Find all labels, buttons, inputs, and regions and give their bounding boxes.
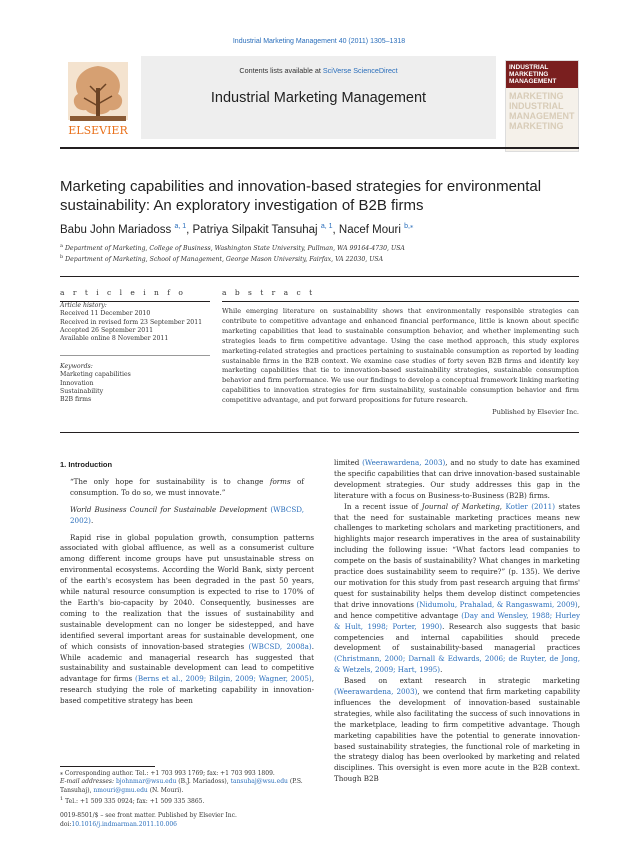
citation-link[interactable]: (Day and Wensley, 1988; Hurley & Hult, 1998; Porter, 1990) [334, 610, 580, 631]
author-name: Nacef Mouri [338, 223, 401, 236]
paragraph: Based on extant research in strategic marketing (Weerawardena, 2003), we contend that firm marketing capability influences the development of innovation-based sustainable strategies, while also facilitating the success of such innovations in the marketplace, leading to firm competitive advantage. Though marketing capabilities have the potential to generate innovation-based sustainability strategies, the functional role of marketing in the strategy dialog has been overlooked by marketing and related disciplines. This oversight is even more acute in the B2B context. Though B2B [334, 676, 580, 784]
author-name: Babu John Mariadoss [60, 223, 172, 236]
divider [60, 276, 579, 277]
history-item: Received 11 December 2010 [60, 310, 151, 318]
body-right-column [334, 458, 580, 785]
author-marks[interactable]: a, 1 [174, 223, 187, 230]
title-line-1: Marketing capabilities and innovation-based strategies for environmental [60, 178, 542, 195]
section-heading: 1. Introduction [60, 460, 113, 469]
affiliation: $^a$ Department of Marketing, College of Business, Washington State University, Pullman, WA 99164-4730, USA [60, 243, 405, 253]
abstract-text: While emerging literature on sustainability shows that environmentally responsible strategies can contribute to competitive advantage and enhanced financial performance, little is known about specific marketing capabilities that lead to sustainable consumption behavior, and whether implementing such strategies leads to firm competitive advantage. Using the case method approach, this study explores marketing-related strategies and practices pertaining to sustainable consumption as reported by leading sustainable firms in the B2B context. We examine case studies of forty seven B2B firms and identify key marketing capabilities that tie to innovation-based sustainability strategies, sustainable consumption behavior and firm performance. We use our findings to develop a conceptual framework linking marketing capabilities to innovation strategies for firm sustainability, sustainable consumption behavior and firm competitive advantage, and put forward propositions for future research. [222, 307, 579, 405]
divider [60, 355, 210, 356]
citation-link[interactable]: (Weerawardena, 2003) [362, 458, 446, 467]
author-name: Patriya Silpakit Tansuhaj [192, 223, 318, 236]
cover-title: INDUSTRIAL MARKETING MANAGEMENT [506, 61, 578, 88]
history-item: Accepted 26 September 2011 [60, 326, 154, 334]
keywords [60, 363, 210, 404]
article-info-heading: a r t i c l e i n f o [60, 288, 186, 297]
email-addresses: E-mail addresses: bjohnmar@wsu.edu (B.J. Mariadoss), tansuhaj@wsu.edu (P.S. Tansuhaj), nmouri@gmu.edu (N. Mouri). [60, 778, 303, 794]
citation-link[interactable]: Kotler (2011) [505, 501, 555, 511]
email-link[interactable]: nmouri@gmu.edu [93, 786, 148, 794]
header-divider [60, 147, 579, 149]
abstract-heading: a b s t r a c t [222, 288, 316, 297]
email-link[interactable]: bjohnmar@wsu.edu [115, 778, 177, 786]
issn-line: 0019-8501/$ – see front matter. Published by Elsevier Inc. [60, 812, 237, 819]
citation-link[interactable]: (Berns et al., 2009; Bilgin, 2009; Wagner, 2005) [135, 674, 312, 684]
history-label: Article history: [60, 302, 107, 309]
footnote-1: $^1$ Tel.: +1 509 335 0924; fax: +1 509 335 3865. [60, 796, 205, 806]
sciverse-link[interactable]: SciVerse ScienceDirect [322, 66, 398, 75]
contents-line [141, 66, 496, 75]
journal-cover-image[interactable] [505, 60, 579, 152]
keyword: Marketing capabilities [60, 371, 131, 379]
journal-reference[interactable]: Industrial Marketing Management 40 (2011) 1305–1318 [232, 38, 406, 45]
email-link[interactable]: tansuhaj@wsu.edu [230, 778, 288, 786]
author-marks[interactable]: a, 1 [320, 223, 333, 230]
cover-word: MARKETING [509, 121, 564, 131]
title-line-2: sustainability: An exploratory investigation of B2B firms [60, 197, 424, 214]
cover-word: MARKETING [509, 91, 564, 101]
front-matter [60, 812, 320, 829]
journal-title[interactable]: Industrial Marketing Management [210, 90, 427, 106]
contents-prefix: Contents lists available at [239, 66, 323, 75]
history-item: Received in revised form 23 September 2011 [60, 318, 203, 326]
epigraph-source: World Business Council for Sustainable Development (WBCSD, 2002). [70, 504, 304, 525]
elsevier-logo [60, 58, 136, 139]
divider [60, 432, 579, 433]
affiliation: $^b$ Department of Marketing, School of Management, George Mason University, Fairfax, VA 22030, USA [60, 254, 384, 264]
footnote-divider [60, 766, 155, 767]
divider [222, 301, 579, 302]
history-item: Available online 8 November 2011 [60, 335, 169, 343]
citation-link[interactable]: (Christmann, 2000; Darnall & Edwards, 2006; de Ruyter, de Jong, & Wetzels, 2009; Hart, 1995) [334, 654, 580, 675]
doi-link[interactable]: 10.1016/j.indmarman.2011.10.006 [71, 820, 177, 828]
author-list: Babu John Mariadoss $^{a, 1}$, Patriya Silpakit Tansuhaj $^{a, 1}$, Nacef Mouri $^{b,⁎}$ [60, 223, 414, 236]
author-marks[interactable]: b,⁎ [404, 223, 414, 230]
citation-link[interactable]: (WBCSD, 2008a) [248, 641, 312, 651]
citation-link[interactable]: (WBCSD, 2002) [70, 504, 304, 525]
cover-word: INDUSTRIAL [509, 101, 564, 111]
paragraph: In a recent issue of Journal of Marketing, Kotler (2011) states that the need for sustainable marketing practices means new challenges to marketing scholars and marketing practitioners, and highlights major research imperatives in the area of sustainability including the following issue: “What factors lead companies to compete on the basis of sustainability? What changes in marketing practice does sustainability seem to require?” (p. 135). We derive our motivation for this study from past research arguing that firms' quest for sustainability helps them develop distinct competencies that drive innovations (Nidumolu, Prahalad, & Rangaswami, 2009), and hence competitive advantage (Day and Wensley, 1988; Hurley & Hult, 1998; Porter, 1990). Research also suggests that basic competencies and internal capabilities should precede development of sustainability-based managerial practices (Christmann, 2000; Darnall & Edwards, 2006; de Ruyter, de Jong, & Wetzels, 2009; Hart, 1995). [334, 501, 581, 675]
keyword: Sustainability [60, 387, 104, 395]
elsevier-wordmark: ELSEVIER [68, 124, 128, 137]
keyword: B2B firms [60, 396, 92, 404]
body-left-column [60, 460, 315, 707]
corresponding-author-note: ⁎ Corresponding author. Tel.: +1 703 993 1769; fax: +1 703 993 1809. [60, 770, 275, 777]
publisher-line: Published by Elsevier Inc. [492, 408, 579, 416]
cover-word: MANAGEMENT [509, 111, 575, 121]
elsevier-tree-icon [60, 58, 136, 139]
article-title [60, 177, 580, 215]
footnotes [60, 770, 320, 807]
paragraph: limited (Weerawardena, 2003), and no study to date has examined the specific capabilities that can drive innovation-based sustainable development strategies. Our study addresses this gap in the literature with a focus on Business-to-Business (B2B) firms. [334, 458, 580, 500]
keywords-label: Keywords: [60, 363, 93, 370]
keyword: Innovation [60, 379, 94, 387]
doi-line: doi:10.1016/j.indmarman.2011.10.006 [60, 820, 177, 828]
epigraph: “The only hope for sustainability is to change forms of consumption. To do so, we must innovate.” [70, 476, 304, 497]
citation-link[interactable]: (Weerawardena, 2003) [334, 687, 418, 697]
paragraph: Rapid rise in global population growth, consumption patterns associated with global affluence, as well as a consumerist culture among different income groups have put unsustainable stress on environmental ecosystems. According the World Bank, sixty percent of the earth's ecosystem has been degraded in the past 50 years, while natural resource consumption is expected to rise to 170% of the Earth's bio-capacity by 2040. Consequently, businesses are coming to the realization that the issues of sustainability and sustainable development can no longer be sidestepped, and have identified several important areas for sustainable development, one of which consists of innovation-based strategies (WBCSD, 2008a). While academic and managerial research has suggested that sustainability and sustainable development can lead to competitive advantage for firms (Berns et al., 2009; Bilgin, 2009; Wagner, 2005), research studying the role of marketing capability in innovation-based competitive strategy has been [60, 532, 315, 706]
article-info [60, 302, 210, 343]
citation-link[interactable]: (Nidumolu, Prahalad, & Rangaswami, 2009) [416, 599, 578, 609]
